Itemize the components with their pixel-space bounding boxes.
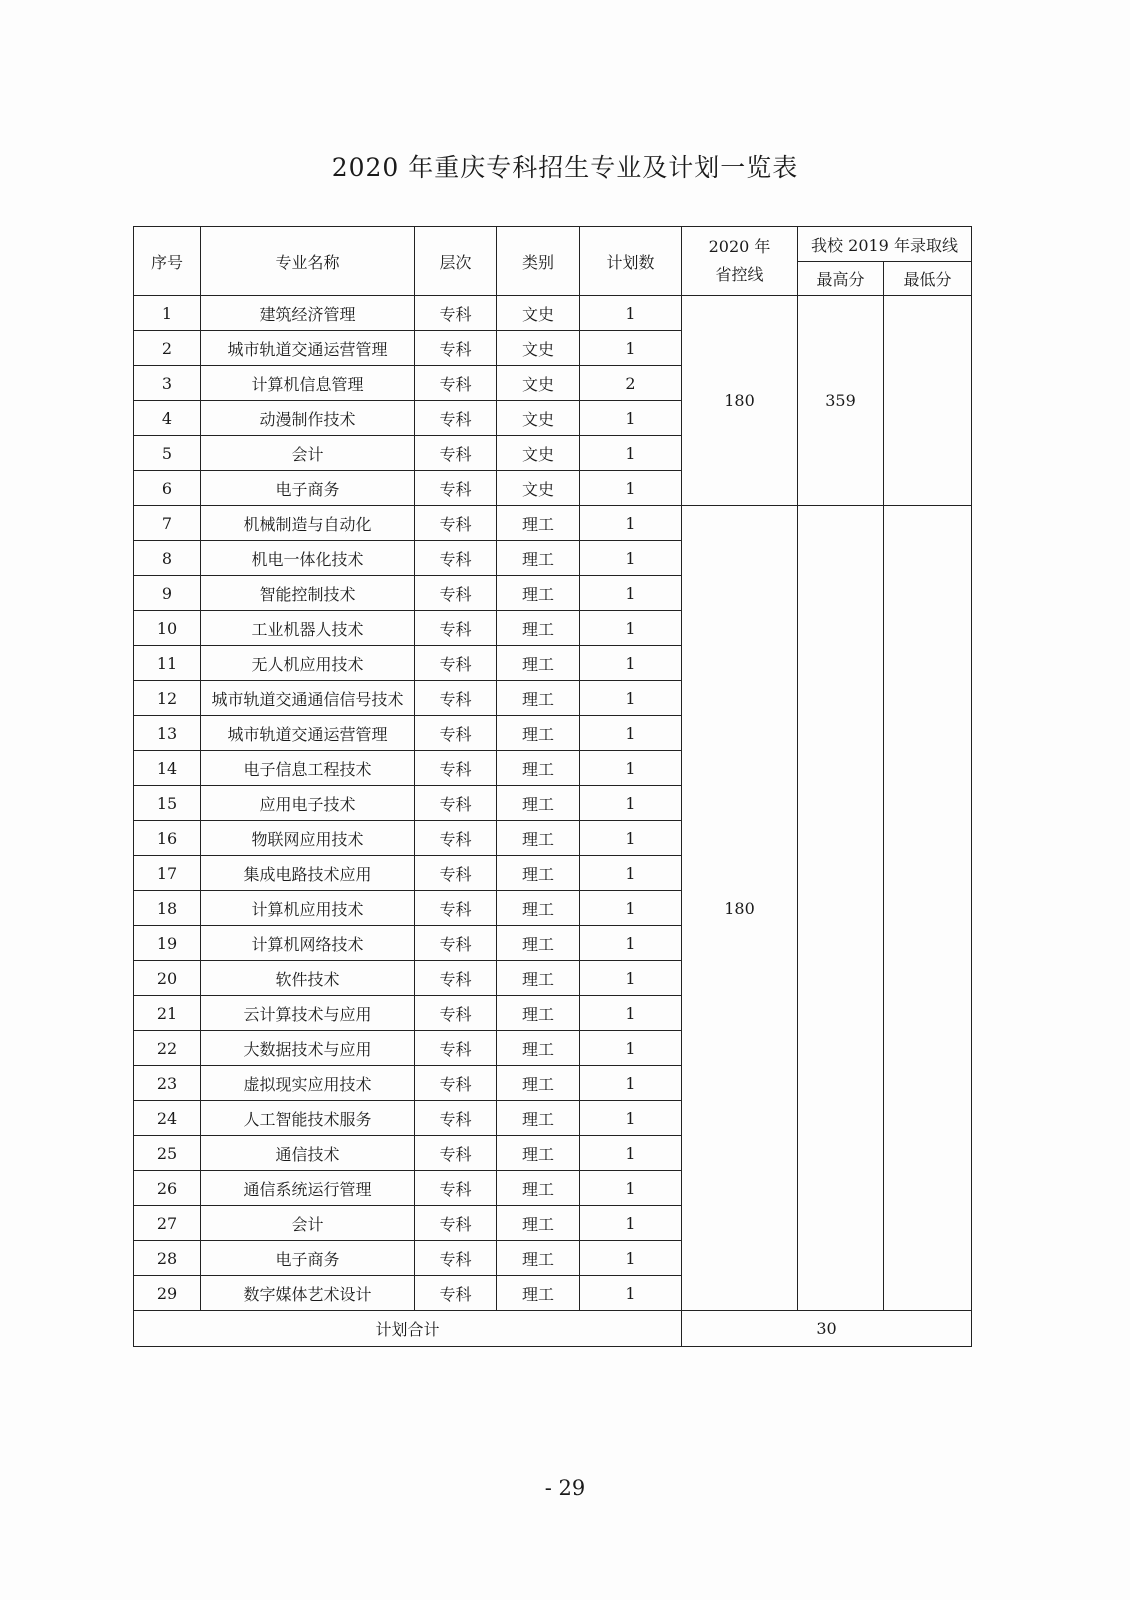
- cell-seq: 28: [134, 1241, 201, 1276]
- cell-category: 理工: [497, 1066, 580, 1101]
- cell-max-score-wenshi: 359: [798, 296, 884, 506]
- cell-seq: 24: [134, 1101, 201, 1136]
- cell-seq: 27: [134, 1206, 201, 1241]
- cell-seq: 9: [134, 576, 201, 611]
- cell-min-score-ligong: [884, 506, 972, 1311]
- header-control-line-label: 省控线: [715, 265, 764, 284]
- cell-seq: 20: [134, 961, 201, 996]
- cell-seq: 21: [134, 996, 201, 1031]
- cell-category: 理工: [497, 1031, 580, 1066]
- cell-level: 专科: [415, 366, 497, 401]
- cell-level: 专科: [415, 856, 497, 891]
- cell-seq: 4: [134, 401, 201, 436]
- cell-plan: 1: [580, 961, 682, 996]
- cell-seq: 6: [134, 471, 201, 506]
- cell-plan: 1: [580, 401, 682, 436]
- cell-category: 文史: [497, 331, 580, 366]
- cell-level: 专科: [415, 471, 497, 506]
- cell-level: 专科: [415, 926, 497, 961]
- cell-major: 通信系统运行管理: [201, 1171, 415, 1206]
- cell-category: 文史: [497, 296, 580, 331]
- cell-category: 理工: [497, 996, 580, 1031]
- cell-level: 专科: [415, 1276, 497, 1311]
- cell-category: 理工: [497, 1206, 580, 1241]
- header-min-score: 最低分: [884, 262, 972, 296]
- cell-control-line-ligong: 180: [682, 506, 798, 1311]
- cell-major: 城市轨道交通运营管理: [201, 331, 415, 366]
- cell-category: 理工: [497, 541, 580, 576]
- cell-plan: 1: [580, 296, 682, 331]
- cell-major: 应用电子技术: [201, 786, 415, 821]
- cell-category: 理工: [497, 716, 580, 751]
- cell-category: 理工: [497, 646, 580, 681]
- cell-category: 理工: [497, 1101, 580, 1136]
- cell-category: 理工: [497, 1136, 580, 1171]
- cell-min-score-wenshi: [884, 296, 972, 506]
- cell-level: 专科: [415, 296, 497, 331]
- cell-major: 无人机应用技术: [201, 646, 415, 681]
- header-max-score: 最高分: [798, 262, 884, 296]
- cell-plan: 1: [580, 926, 682, 961]
- cell-level: 专科: [415, 961, 497, 996]
- cell-plan: 1: [580, 856, 682, 891]
- table-row: [134, 296, 972, 331]
- cell-plan: 1: [580, 1171, 682, 1206]
- cell-major: 城市轨道交通运营管理: [201, 716, 415, 751]
- cell-category: 文史: [497, 366, 580, 401]
- cell-major: 计算机信息管理: [201, 366, 415, 401]
- cell-seq: 11: [134, 646, 201, 681]
- cell-plan: 1: [580, 1276, 682, 1311]
- cell-major: 会计: [201, 1206, 415, 1241]
- cell-level: 专科: [415, 1066, 497, 1101]
- cell-level: 专科: [415, 821, 497, 856]
- cell-seq: 22: [134, 1031, 201, 1066]
- cell-seq: 5: [134, 436, 201, 471]
- cell-major: 大数据技术与应用: [201, 1031, 415, 1066]
- cell-level: 专科: [415, 681, 497, 716]
- cell-seq: 15: [134, 786, 201, 821]
- header-major: 专业名称: [201, 227, 415, 296]
- header-control-line: [682, 227, 798, 296]
- cell-category: 理工: [497, 1171, 580, 1206]
- cell-major: 工业机器人技术: [201, 611, 415, 646]
- cell-level: 专科: [415, 541, 497, 576]
- header-category: 类别: [497, 227, 580, 296]
- cell-seq: 3: [134, 366, 201, 401]
- cell-major: 电子商务: [201, 1241, 415, 1276]
- cell-seq: 17: [134, 856, 201, 891]
- cell-major: 智能控制技术: [201, 576, 415, 611]
- cell-plan: 1: [580, 1206, 682, 1241]
- cell-level: 专科: [415, 646, 497, 681]
- cell-plan: 1: [580, 506, 682, 541]
- cell-plan: 1: [580, 681, 682, 716]
- cell-level: 专科: [415, 716, 497, 751]
- cell-plan: 1: [580, 331, 682, 366]
- cell-seq: 7: [134, 506, 201, 541]
- page-title: 2020 年重庆专科招生专业及计划一览表: [331, 153, 799, 182]
- cell-category: 理工: [497, 961, 580, 996]
- cell-level: 专科: [415, 996, 497, 1031]
- cell-seq: 12: [134, 681, 201, 716]
- cell-plan: 1: [580, 1101, 682, 1136]
- cell-major: 通信技术: [201, 1136, 415, 1171]
- cell-plan: 2: [580, 366, 682, 401]
- header-school-line: 我校 2019 年录取线: [798, 227, 972, 262]
- cell-major: 机械制造与自动化: [201, 506, 415, 541]
- cell-control-line-wenshi: 180: [682, 296, 798, 506]
- table-row: [134, 506, 972, 541]
- cell-level: 专科: [415, 891, 497, 926]
- cell-plan: 1: [580, 541, 682, 576]
- cell-level: 专科: [415, 751, 497, 786]
- cell-seq: 18: [134, 891, 201, 926]
- cell-major: 电子商务: [201, 471, 415, 506]
- cell-category: 文史: [497, 471, 580, 506]
- cell-seq: 10: [134, 611, 201, 646]
- cell-major: 建筑经济管理: [201, 296, 415, 331]
- cell-level: 专科: [415, 1136, 497, 1171]
- cell-plan: 1: [580, 786, 682, 821]
- cell-major: 计算机应用技术: [201, 891, 415, 926]
- cell-level: 专科: [415, 1031, 497, 1066]
- cell-plan: 1: [580, 611, 682, 646]
- cell-category: 理工: [497, 611, 580, 646]
- cell-level: 专科: [415, 1206, 497, 1241]
- cell-plan: 1: [580, 751, 682, 786]
- cell-plan: 1: [580, 576, 682, 611]
- page-number: - 29: [544, 1476, 586, 1500]
- cell-level: 专科: [415, 1241, 497, 1276]
- enrollment-plan-table: [133, 226, 972, 1347]
- cell-seq: 19: [134, 926, 201, 961]
- cell-major: 虚拟现实应用技术: [201, 1066, 415, 1101]
- cell-seq: 8: [134, 541, 201, 576]
- cell-level: 专科: [415, 1171, 497, 1206]
- cell-level: 专科: [415, 506, 497, 541]
- cell-plan: 1: [580, 716, 682, 751]
- cell-plan: 1: [580, 1136, 682, 1171]
- cell-level: 专科: [415, 436, 497, 471]
- cell-level: 专科: [415, 576, 497, 611]
- header-control-line-year: 2020 年: [708, 237, 771, 256]
- cell-category: 理工: [497, 681, 580, 716]
- cell-plan: 1: [580, 646, 682, 681]
- cell-major: 云计算技术与应用: [201, 996, 415, 1031]
- cell-plan: 1: [580, 1031, 682, 1066]
- cell-major: 动漫制作技术: [201, 401, 415, 436]
- cell-category: 理工: [497, 891, 580, 926]
- cell-plan: 1: [580, 1241, 682, 1276]
- cell-plan: 1: [580, 891, 682, 926]
- cell-seq: 25: [134, 1136, 201, 1171]
- cell-plan: 1: [580, 471, 682, 506]
- cell-seq: 2: [134, 331, 201, 366]
- cell-seq: 29: [134, 1276, 201, 1311]
- cell-major: 城市轨道交通通信信号技术: [201, 681, 415, 716]
- cell-level: 专科: [415, 331, 497, 366]
- cell-plan: 1: [580, 436, 682, 471]
- cell-seq: 23: [134, 1066, 201, 1101]
- cell-major: 电子信息工程技术: [201, 751, 415, 786]
- cell-category: 理工: [497, 576, 580, 611]
- cell-seq: 16: [134, 821, 201, 856]
- cell-level: 专科: [415, 1101, 497, 1136]
- cell-major: 人工智能技术服务: [201, 1101, 415, 1136]
- cell-major: 物联网应用技术: [201, 821, 415, 856]
- total-row: [134, 1311, 972, 1347]
- cell-major: 集成电路技术应用: [201, 856, 415, 891]
- cell-seq: 14: [134, 751, 201, 786]
- cell-plan: 1: [580, 996, 682, 1031]
- cell-category: 理工: [497, 856, 580, 891]
- cell-major: 机电一体化技术: [201, 541, 415, 576]
- cell-major: 计算机网络技术: [201, 926, 415, 961]
- header-level: 层次: [415, 227, 497, 296]
- cell-category: 理工: [497, 1241, 580, 1276]
- table-body: [134, 296, 972, 1347]
- cell-major: 会计: [201, 436, 415, 471]
- cell-category: 理工: [497, 506, 580, 541]
- header-plan: 计划数: [580, 227, 682, 296]
- cell-category: 文史: [497, 401, 580, 436]
- cell-plan: 1: [580, 821, 682, 856]
- cell-seq: 13: [134, 716, 201, 751]
- cell-seq: 26: [134, 1171, 201, 1206]
- cell-category: 理工: [497, 821, 580, 856]
- header-seq: 序号: [134, 227, 201, 296]
- cell-category: 理工: [497, 926, 580, 961]
- cell-level: 专科: [415, 611, 497, 646]
- total-label: 计划合计: [134, 1311, 682, 1347]
- cell-max-score-ligong: [798, 506, 884, 1311]
- cell-category: 理工: [497, 751, 580, 786]
- total-value: 30: [682, 1311, 972, 1347]
- cell-major: 软件技术: [201, 961, 415, 996]
- cell-level: 专科: [415, 401, 497, 436]
- cell-plan: 1: [580, 1066, 682, 1101]
- cell-major: 数字媒体艺术设计: [201, 1276, 415, 1311]
- cell-category: 理工: [497, 1276, 580, 1311]
- cell-seq: 1: [134, 296, 201, 331]
- cell-category: 文史: [497, 436, 580, 471]
- cell-category: 理工: [497, 786, 580, 821]
- cell-level: 专科: [415, 786, 497, 821]
